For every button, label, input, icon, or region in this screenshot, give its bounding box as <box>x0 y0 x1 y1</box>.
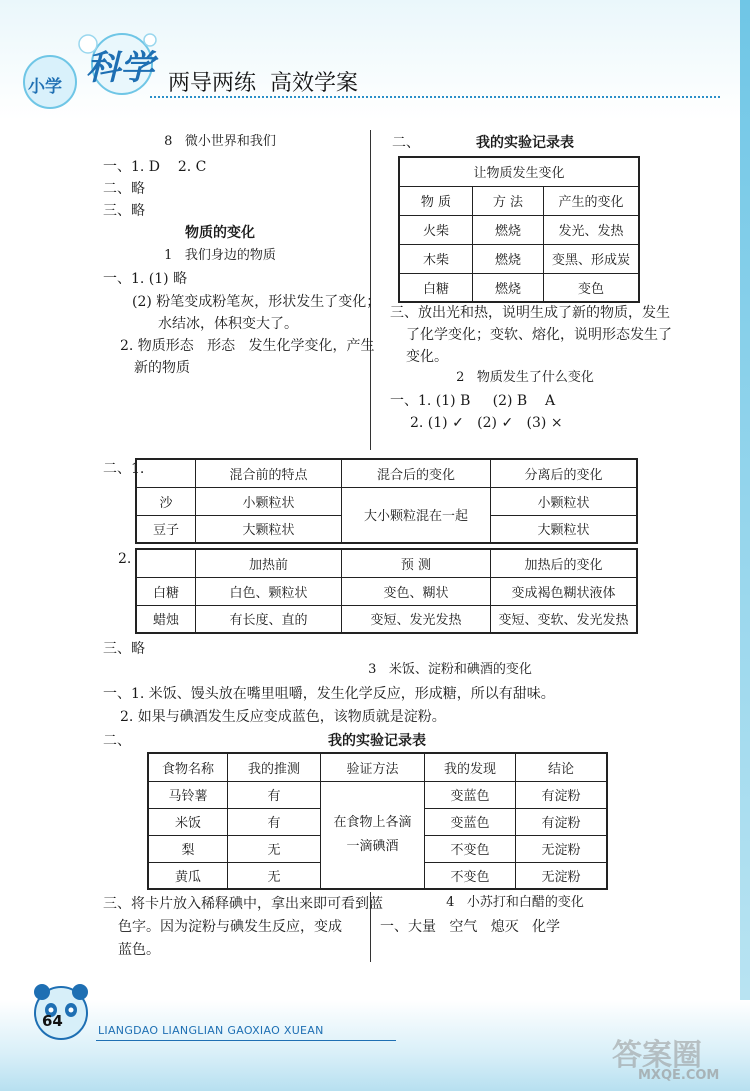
table-cell: 梨 <box>148 835 228 862</box>
table-cell: 小颗粒状 <box>491 487 638 515</box>
section1-title: 1 我们身边的物质 <box>164 248 276 263</box>
table-cell: 变色、糊状 <box>342 577 491 605</box>
watermark-url: MXQE.COM <box>638 1068 720 1083</box>
brand-logo <box>10 30 160 110</box>
mascot-icon <box>30 980 92 1042</box>
page-number: 64 <box>42 1012 63 1030</box>
table-cell: 不变色 <box>425 862 516 889</box>
table-header: 预 测 <box>342 549 491 577</box>
mixing-table <box>135 458 638 544</box>
table-cell: 燃烧 <box>473 215 544 244</box>
table-cell: 变成褐色糊状液体 <box>491 577 638 605</box>
table-cell: 有 <box>228 808 321 835</box>
label-2: 2. <box>118 551 132 567</box>
section2-line-2: 2. (1) ✓ (2) ✓ (3) × <box>410 415 563 431</box>
table-cell: 大颗粒状 <box>491 515 638 543</box>
table-header: 分离后的变化 <box>491 459 638 487</box>
label-er: 二、 <box>103 733 131 749</box>
section3-title: 3 米饭、淀粉和碘酒的变化 <box>368 662 532 677</box>
footer-line <box>96 1040 396 1041</box>
table-cell: 变蓝色 <box>425 808 516 835</box>
method-cell-merged <box>321 781 425 889</box>
part3-line-3: 变化。 <box>406 349 448 365</box>
table-header: 我的发现 <box>425 753 516 781</box>
table-cell: 变短、发光发热 <box>342 605 491 633</box>
table-header: 加热后的变化 <box>491 549 638 577</box>
section8-answer-3: 三、略 <box>103 203 145 219</box>
section8-answer-2: 二、略 <box>103 181 145 197</box>
section3-line-2: 2. 如果与碘酒发生反应变成蓝色，该物质就是淀粉。 <box>120 709 446 725</box>
table-cell: 变短、变软、发光发热 <box>491 605 638 633</box>
table-header: 产生的变化 <box>544 186 640 215</box>
part3-line-2: 了化学变化；变软、熔化，说明形态发生了 <box>406 327 672 343</box>
change-record-table <box>398 156 640 303</box>
table-cell: 米饭 <box>148 808 228 835</box>
table-cell: 白糖 <box>136 577 196 605</box>
record-heading-prefix: 二、 <box>392 135 420 151</box>
table-header: 结论 <box>516 753 608 781</box>
table-header: 我的推测 <box>228 753 321 781</box>
section1-line-3: 水结冰，体积变大了。 <box>158 316 298 332</box>
section1-line-1: 一、1. (1) 略 <box>103 271 188 287</box>
section2-line-1: 一、1. (1) B (2) B A <box>390 393 556 409</box>
unit-title: 物质的变化 <box>185 225 255 241</box>
table-cell: 有长度、直的 <box>196 605 342 633</box>
section4-title: 4 小苏打和白醋的变化 <box>446 895 584 910</box>
right-edge-strip <box>740 0 750 1091</box>
title-underline <box>150 96 720 98</box>
brand-big: 科学 <box>86 48 154 88</box>
bottom-left-line-1: 三、将卡片放入稀释碘中，拿出来即可看到蓝 <box>103 896 383 912</box>
bottom-left-line-3: 蓝色。 <box>118 942 160 958</box>
section1-line-4: 2. 物质形态 形态 发生化学变化，产生 <box>120 338 375 354</box>
table-cell: 燃烧 <box>473 244 544 273</box>
column-divider <box>370 130 371 450</box>
table-cell: 无淀粉 <box>516 835 608 862</box>
table-caption: 让物质发生变化 <box>399 157 639 186</box>
method-line-1: 在食物上各滴 <box>333 814 412 830</box>
table-header <box>136 549 196 577</box>
table-cell: 大颗粒状 <box>196 515 342 543</box>
part3-line-1: 三、放出光和热，说明生成了新的物质，发生 <box>390 305 670 321</box>
table-cell: 无 <box>228 862 321 889</box>
table-cell: 有 <box>228 781 321 808</box>
table-cell: 黄瓜 <box>148 862 228 889</box>
table-cell: 不变色 <box>425 835 516 862</box>
table-cell: 蜡烛 <box>136 605 196 633</box>
table-cell: 豆子 <box>136 515 196 543</box>
table-cell-merged: 大小颗粒混在一起 <box>342 487 491 543</box>
section1-line-5: 新的物质 <box>134 360 190 376</box>
table-header: 食物名称 <box>148 753 228 781</box>
table-cell: 木柴 <box>399 244 473 273</box>
page-subtitle: 两导两练 高效学案 <box>168 71 358 96</box>
table-cell: 变蓝色 <box>425 781 516 808</box>
table-cell: 燃烧 <box>473 273 544 302</box>
table-header: 加热前 <box>196 549 342 577</box>
method-line-2: 一滴碘酒 <box>346 838 399 854</box>
watermark-text: 答案圈 <box>612 1038 702 1073</box>
table-cell: 白糖 <box>399 273 473 302</box>
record-heading: 我的实验记录表 <box>476 135 574 151</box>
table-cell: 小颗粒状 <box>196 487 342 515</box>
table-header <box>136 459 196 487</box>
bottom-left-line-2: 色字。因为淀粉与碘发生反应，变成 <box>118 919 342 935</box>
section8-title: 8 微小世界和我们 <box>164 134 276 149</box>
table-cell: 马铃薯 <box>148 781 228 808</box>
section4-line-1: 一、大量 空气 熄灭 化学 <box>380 919 561 935</box>
table-cell: 白色、颗粒状 <box>196 577 342 605</box>
table-cell: 有淀粉 <box>516 781 608 808</box>
table-cell: 发光、发热 <box>544 215 640 244</box>
table-header: 验证方法 <box>321 753 425 781</box>
section2-title: 2 物质发生了什么变化 <box>456 370 594 385</box>
footer-pinyin: LIANGDAO LIANGLIAN GAOXIAO XUEAN <box>98 1024 324 1037</box>
starch-table <box>147 752 608 890</box>
section3-line-1: 一、1. 米饭、馒头放在嘴里咀嚼，发生化学反应，形成糖，所以有甜味。 <box>103 686 555 702</box>
table-header: 混合后的变化 <box>342 459 491 487</box>
label-2-1: 二、1. <box>103 461 145 477</box>
table-cell: 无淀粉 <box>516 862 608 889</box>
panda-mascot-icon <box>30 980 92 1042</box>
label-3: 三、略 <box>103 641 145 657</box>
table-cell: 有淀粉 <box>516 808 608 835</box>
table-cell: 无 <box>228 835 321 862</box>
brand-small: 小学 <box>28 77 62 97</box>
table-header: 混合前的特点 <box>196 459 342 487</box>
table-header: 物 质 <box>399 186 473 215</box>
table-header: 方 法 <box>473 186 544 215</box>
table-cell: 火柴 <box>399 215 473 244</box>
section1-line-2: (2) 粉笔变成粉笔灰，形状发生了变化； <box>132 294 381 310</box>
section8-answer-1: 一、1. D 2. C <box>103 159 207 175</box>
table-cell: 变黑、形成炭 <box>544 244 640 273</box>
table-cell: 变色 <box>544 273 640 302</box>
heating-table <box>135 548 638 634</box>
record-heading-2: 我的实验记录表 <box>328 733 426 749</box>
table-cell: 沙 <box>136 487 196 515</box>
